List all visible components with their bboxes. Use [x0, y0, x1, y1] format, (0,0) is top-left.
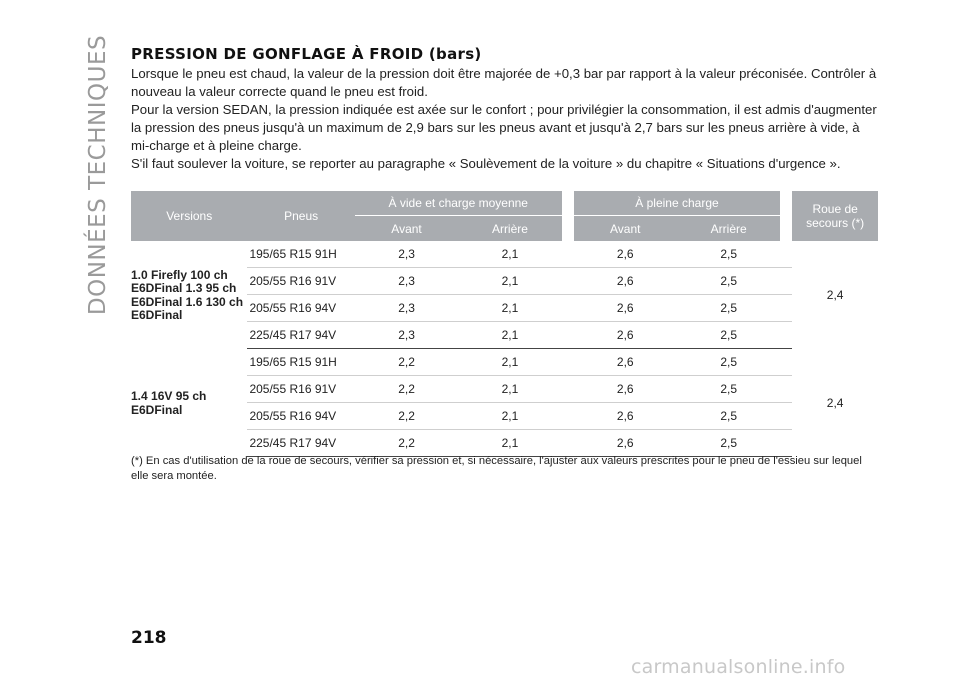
value-cell: 2,1	[458, 268, 561, 295]
header-tyres: Pneus	[247, 191, 354, 241]
value-cell: 2,2	[355, 403, 458, 430]
value-cell: 2,5	[720, 247, 738, 261]
value-cell: 2,5	[677, 268, 780, 295]
value-cell: 2,1	[501, 247, 519, 261]
header-versions: Versions	[131, 191, 247, 241]
version-cell: 1.0 Firefly 100 ch E6DFinal 1.3 95 ch E6DFinal 1.6 130 ch E6DFinal	[131, 267, 244, 323]
tyre-cell: 225/45 R17 94V	[247, 322, 354, 349]
header-full-front: Avant	[574, 216, 677, 242]
value-cell: 2,6	[616, 247, 634, 261]
value-cell: 2,3	[355, 322, 458, 349]
tyre-cell: 205/55 R16 91V	[247, 268, 354, 295]
value-cell: 2,6	[574, 322, 677, 349]
value-cell: 2,1	[501, 355, 519, 369]
header-full-load: À pleine charge	[574, 191, 781, 216]
paragraph-lifting: S'il faut soulever la voiture, se reporter au paragraphe « Soulèvement de la voiture » du chapitre « Situations d'urgence ».	[131, 156, 841, 171]
header-empty-rear: Arrière	[458, 216, 561, 242]
spare-cell: 2,4	[826, 395, 844, 410]
value-cell: 2,5	[677, 322, 780, 349]
paragraph-hot-tyre: Lorsque le pneu est chaud, la valeur de la pression doit être majorée de +0,3 bar par rapport à la valeur préconisée. Contrôler à nouveau la valeur correcte quand le pneu est froid.	[131, 66, 877, 99]
paragraph-sedan: Pour la version SEDAN, la pression indiquée est axée sur le confort ; pour privilégier la consommation, il est admis d'augmenter la pression des pneus jusqu'à un maximum de 2,9 bars sur les pneus avant et jusqu'à 2,7 bars sur les pneus arrière à vide, à mi-charge et à pleine charge.	[131, 102, 877, 153]
value-cell: 2,2	[355, 430, 458, 457]
header-gap	[562, 191, 574, 241]
tyre-cell: 195/65 R15 91H	[249, 355, 337, 369]
section-side-title	[73, 34, 123, 315]
value-cell: 2,6	[574, 403, 677, 430]
value-cell: 2,5	[677, 403, 780, 430]
section-heading: PRESSION DE GONFLAGE À FROID (bars)	[131, 45, 482, 63]
spare-cell: 2,4	[826, 287, 844, 302]
spare-wheel-footnote: (*) En cas d'utilisation de la roue de secours, vérifier sa pression et, si nécessaire, l'ajuster aux valeurs prescrites pour le pneu de l'essieu sur lequel elle sera montée.	[131, 455, 862, 482]
value-cell: 2,5	[677, 295, 780, 322]
tyre-cell: 205/55 R16 91V	[247, 376, 354, 403]
page-number: 218	[131, 628, 167, 648]
value-cell: 2,3	[398, 247, 415, 261]
version-cell: 1.4 16V 95 ch E6DFinal	[131, 389, 207, 417]
header-spare-wheel: Roue de secours (*)	[792, 191, 878, 241]
value-cell: 2,6	[574, 295, 677, 322]
value-cell: 2,2	[355, 376, 458, 403]
tyre-cell: 205/55 R16 94V	[247, 403, 354, 430]
value-cell: 2,3	[355, 268, 458, 295]
value-cell: 2,5	[677, 376, 780, 403]
tyre-cell: 195/65 R15 91H	[249, 247, 337, 261]
value-cell: 2,1	[458, 376, 561, 403]
value-cell: 2,5	[720, 355, 738, 369]
header-full-rear: Arrière	[677, 216, 780, 242]
value-cell: 2,1	[458, 403, 561, 430]
tyre-cell: 225/45 R17 94V	[247, 430, 354, 457]
value-cell: 2,1	[458, 322, 561, 349]
watermark-logo: carmanualsonline.info	[631, 656, 846, 678]
main-content	[131, 45, 878, 173]
tyre-cell: 205/55 R16 94V	[247, 295, 354, 322]
section-side-title-text: DONNÉES TECHNIQUES	[85, 34, 112, 315]
value-cell: 2,1	[458, 295, 561, 322]
table-row	[131, 349, 878, 376]
table-row	[131, 241, 878, 268]
value-cell: 2,6	[574, 376, 677, 403]
value-cell: 2,2	[398, 355, 415, 369]
value-cell: 2,6	[616, 355, 634, 369]
header-empty-medium-load: À vide et charge moyenne	[355, 191, 562, 216]
value-cell: 2,3	[355, 295, 458, 322]
header-empty-front: Avant	[355, 216, 458, 242]
tyre-pressure-table	[131, 191, 878, 457]
value-cell: 2,5	[677, 430, 780, 457]
value-cell: 2,6	[574, 268, 677, 295]
header-gap	[780, 191, 792, 241]
value-cell: 2,6	[574, 430, 677, 457]
value-cell: 2,1	[458, 430, 561, 457]
